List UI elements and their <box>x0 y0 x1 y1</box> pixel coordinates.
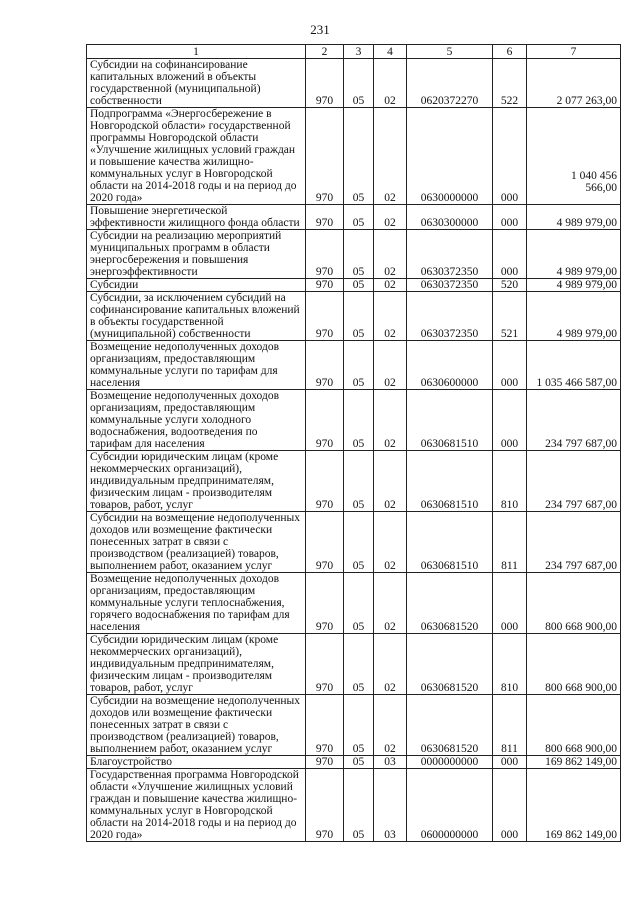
row-subsection-code: 02 <box>374 451 407 512</box>
row-ministry-code: 970 <box>306 230 344 279</box>
row-amount <box>527 634 621 695</box>
row-target-code: 0630681520 <box>407 695 493 756</box>
row-expense-type: 811 <box>493 695 527 756</box>
row-amount-value: 800 668 900,00 <box>545 682 617 694</box>
row-subsection-code: 02 <box>374 279 407 292</box>
row-amount-value: 169 862 149,00 <box>545 829 617 841</box>
row-target-code: 0630681510 <box>407 451 493 512</box>
column-header: 5 <box>407 45 493 59</box>
row-section-code: 05 <box>344 512 374 573</box>
row-amount <box>527 512 621 573</box>
row-amount-value: 4 989 979,00 <box>556 217 617 229</box>
row-subsection-code: 02 <box>374 59 407 108</box>
row-amount <box>527 573 621 634</box>
row-section-code: 05 <box>344 756 374 769</box>
row-ministry-code: 970 <box>306 573 344 634</box>
row-expense-type: 521 <box>493 292 527 341</box>
row-name: Субсидии <box>87 279 306 292</box>
row-expense-type: 000 <box>493 205 527 230</box>
table-header-row <box>87 45 621 59</box>
row-section-code: 05 <box>344 205 374 230</box>
row-section-code: 05 <box>344 451 374 512</box>
column-header: 3 <box>344 45 374 59</box>
column-header: 2 <box>306 45 344 59</box>
row-subsection-code: 02 <box>374 695 407 756</box>
row-ministry-code: 970 <box>306 769 344 842</box>
column-header: 7 <box>527 45 621 59</box>
row-ministry-code: 970 <box>306 756 344 769</box>
row-ministry-code: 970 <box>306 341 344 390</box>
row-expense-type: 000 <box>493 230 527 279</box>
row-amount-value: 234 797 687,00 <box>545 438 617 450</box>
column-header: 4 <box>374 45 407 59</box>
row-target-code: 0630372350 <box>407 292 493 341</box>
row-target-code: 0630681510 <box>407 512 493 573</box>
row-ministry-code: 970 <box>306 59 344 108</box>
row-section-code: 05 <box>344 390 374 451</box>
row-ministry-code: 970 <box>306 390 344 451</box>
row-section-code: 05 <box>344 59 374 108</box>
table-row <box>87 756 621 769</box>
row-expense-type: 000 <box>493 108 527 205</box>
row-name: Благоустройство <box>87 756 306 769</box>
row-subsection-code: 02 <box>374 108 407 205</box>
table-row <box>87 451 621 512</box>
row-amount-value: 234 797 687,00 <box>545 499 617 511</box>
row-section-code: 05 <box>344 279 374 292</box>
table-row <box>87 390 621 451</box>
table-row <box>87 341 621 390</box>
row-name: Субсидии юридическим лицам (кроме некоммерческих организаций), индивидуальным предпринимателям, физическим лицам - производителям товаров, работ, услуг <box>87 451 306 512</box>
row-subsection-code: 03 <box>374 769 407 842</box>
row-amount <box>527 230 621 279</box>
row-section-code: 05 <box>344 769 374 842</box>
row-amount-value: 1 040 456 566,00 <box>571 170 617 194</box>
row-amount-value: 800 668 900,00 <box>545 621 617 633</box>
row-name: Возмещение недополученных доходов организациям, предоставляющим коммунальные услуги холодного водоснабжения, водоотведения по тарифам для населения <box>87 390 306 451</box>
row-amount-value: 4 989 979,00 <box>556 266 617 278</box>
row-amount-value: 234 797 687,00 <box>545 560 617 572</box>
row-subsection-code: 02 <box>374 341 407 390</box>
table-row <box>87 279 621 292</box>
row-target-code: 0630300000 <box>407 205 493 230</box>
table-row <box>87 573 621 634</box>
row-amount-value: 4 989 979,00 <box>556 328 617 340</box>
row-target-code: 0000000000 <box>407 756 493 769</box>
row-expense-type: 522 <box>493 59 527 108</box>
row-subsection-code: 03 <box>374 756 407 769</box>
row-amount <box>527 59 621 108</box>
row-amount-value: 4 989 979,00 <box>556 279 617 291</box>
row-expense-type: 000 <box>493 756 527 769</box>
row-amount <box>527 279 621 292</box>
budget-table <box>86 44 621 842</box>
table-row <box>87 292 621 341</box>
row-subsection-code: 02 <box>374 292 407 341</box>
row-subsection-code: 02 <box>374 512 407 573</box>
row-target-code: 0630000000 <box>407 108 493 205</box>
row-amount <box>527 756 621 769</box>
row-amount <box>527 451 621 512</box>
row-ministry-code: 970 <box>306 292 344 341</box>
row-ministry-code: 970 <box>306 108 344 205</box>
row-name: Возмещение недополученных доходов организациям, предоставляющим коммунальные услуги по тарифам для населения <box>87 341 306 390</box>
row-section-code: 05 <box>344 695 374 756</box>
page-number: 231 <box>310 22 330 37</box>
row-name: Государственная программа Новгородской области «Улучшение жилищных условий граждан и повышение качества жилищно-коммунальных услуг в Новгородской области на 2014-2018 годы и на период до 2020 года» <box>87 769 306 842</box>
table-row <box>87 634 621 695</box>
row-target-code: 0630681510 <box>407 390 493 451</box>
row-name: Субсидии, за исключением субсидий на софинансирование капитальных вложений в объекты государственной (муниципальной) собственности <box>87 292 306 341</box>
row-ministry-code: 970 <box>306 695 344 756</box>
row-ministry-code: 970 <box>306 205 344 230</box>
row-name: Возмещение недополученных доходов организациям, предоставляющим коммунальные услуги теплоснабжения, горячего водоснабжения по тарифам для населения <box>87 573 306 634</box>
table-row <box>87 230 621 279</box>
row-amount-value: 800 668 900,00 <box>545 743 617 755</box>
row-amount <box>527 695 621 756</box>
table-row <box>87 769 621 842</box>
row-subsection-code: 02 <box>374 573 407 634</box>
row-subsection-code: 02 <box>374 390 407 451</box>
row-ministry-code: 970 <box>306 451 344 512</box>
row-expense-type: 000 <box>493 341 527 390</box>
table-row <box>87 59 621 108</box>
row-amount <box>527 205 621 230</box>
row-expense-type: 000 <box>493 573 527 634</box>
row-target-code: 0630681520 <box>407 634 493 695</box>
row-expense-type: 811 <box>493 512 527 573</box>
row-section-code: 05 <box>344 341 374 390</box>
row-expense-type: 000 <box>493 390 527 451</box>
row-name: Повышение энергетической эффективности жилищного фонда области <box>87 205 306 230</box>
row-amount <box>527 390 621 451</box>
row-amount <box>527 292 621 341</box>
row-amount-value: 2 077 263,00 <box>556 95 617 107</box>
row-target-code: 0600000000 <box>407 769 493 842</box>
table-row <box>87 512 621 573</box>
column-header: 6 <box>493 45 527 59</box>
row-ministry-code: 970 <box>306 512 344 573</box>
row-ministry-code: 970 <box>306 634 344 695</box>
row-amount <box>527 769 621 842</box>
row-amount-value: 169 862 149,00 <box>545 756 617 768</box>
row-expense-type: 810 <box>493 451 527 512</box>
row-name: Субсидии на возмещение недополученных доходов или возмещение фактически понесенных затрат в связи с производством (реализацией) товаров, выполнением работ, оказанием услуг <box>87 695 306 756</box>
row-ministry-code: 970 <box>306 279 344 292</box>
row-target-code: 0630372350 <box>407 230 493 279</box>
row-amount-value: 1 035 466 587,00 <box>536 377 617 389</box>
row-target-code: 0620372270 <box>407 59 493 108</box>
row-subsection-code: 02 <box>374 230 407 279</box>
row-section-code: 05 <box>344 573 374 634</box>
row-section-code: 05 <box>344 292 374 341</box>
row-name: Субсидии на возмещение недополученных доходов или возмещение фактически понесенных затрат в связи с производством (реализацией) товаров, выполнением работ, оказанием услуг <box>87 512 306 573</box>
row-name: Субсидии юридическим лицам (кроме некоммерческих организаций), индивидуальным предпринимателям, физическим лицам - производителям товаров, работ, услуг <box>87 634 306 695</box>
row-expense-type: 520 <box>493 279 527 292</box>
table-row <box>87 108 621 205</box>
table-row <box>87 695 621 756</box>
row-section-code: 05 <box>344 108 374 205</box>
row-expense-type: 810 <box>493 634 527 695</box>
row-amount <box>527 108 621 205</box>
row-target-code: 0630372350 <box>407 279 493 292</box>
row-section-code: 05 <box>344 634 374 695</box>
row-target-code: 0630600000 <box>407 341 493 390</box>
row-subsection-code: 02 <box>374 634 407 695</box>
column-header: 1 <box>87 45 306 59</box>
row-section-code: 05 <box>344 230 374 279</box>
row-name: Субсидии на софинансирование капитальных вложений в объекты государственной (муниципальной) собственности <box>87 59 306 108</box>
row-target-code: 0630681520 <box>407 573 493 634</box>
row-expense-type: 000 <box>493 769 527 842</box>
row-name: Субсидии на реализацию мероприятий муниципальных программ в области энергосбережения и повышения энергоэффективности <box>87 230 306 279</box>
table-row <box>87 205 621 230</box>
row-amount <box>527 341 621 390</box>
row-name: Подпрограмма «Энергосбережение в Новгородской области» государственной программы Новгородской области «Улучшение жилищных условий граждан и повышение качества жилищно-коммунальных услуг в Новгородской области на 2014-2018 годы и на период до 2020 года» <box>87 108 306 205</box>
row-subsection-code: 02 <box>374 205 407 230</box>
